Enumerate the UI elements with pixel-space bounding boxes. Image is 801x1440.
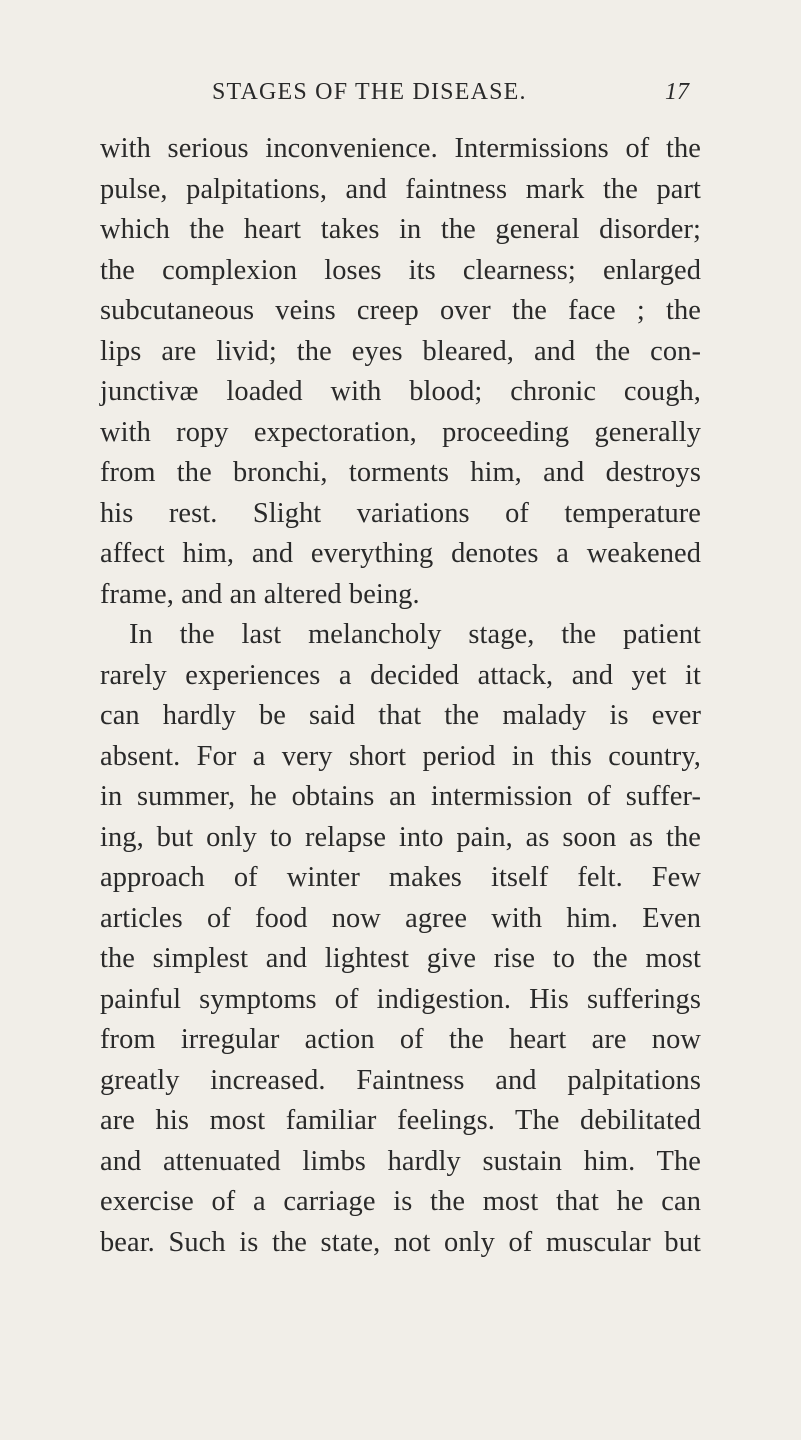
text-line: which the heart takes in the general disorder; [100, 214, 701, 245]
text-line: the complexion loses its clearness; enlarged [100, 254, 701, 286]
text-line: from irregular action of the heart are now [100, 1024, 701, 1055]
text-line: are his most familiar feelings. The debilitated [100, 1105, 701, 1136]
body-text [100, 129, 701, 1263]
text-line: ing, but only to relapse into pain, as soon as the [100, 821, 701, 853]
text-line: painful symptoms of indigestion. His sufferings [100, 983, 701, 1015]
text-line: pulse, palpitations, and faintness mark the part [100, 173, 701, 205]
running-header-title: STAGES OF THE DISEASE. [212, 79, 527, 105]
text-line: in summer, he obtains an intermission of suffer- [100, 781, 701, 812]
text-line: rarely experiences a decided attack, and yet it [100, 659, 701, 691]
page-number: 17 [665, 79, 689, 105]
text-line: and attenuated limbs hardly sustain him. The [100, 1145, 701, 1177]
text-line: approach of winter makes itself felt. Few [100, 862, 701, 893]
text-line: his rest. Slight variations of temperature [100, 497, 701, 529]
text-line: frame, and an altered being. [100, 578, 420, 610]
paragraph-start-line: In the last melancholy stage, the patient [129, 619, 701, 650]
text-line: affect him, and everything denotes a weakened [100, 538, 701, 569]
text-line: exercise of a carriage is the most that he can [100, 1186, 701, 1217]
text-line: with ropy expectoration, proceeding generally [100, 416, 701, 448]
text-line: junctivæ loaded with blood; chronic cough, [100, 376, 701, 407]
text-line: absent. For a very short period in this country, [100, 740, 701, 772]
text-line: lips are livid; the eyes bleared, and the con- [100, 335, 701, 367]
text-line: subcutaneous veins creep over the face ; the [100, 295, 701, 326]
text-line: can hardly be said that the malady is ever [100, 700, 701, 731]
text-line: the simplest and lightest give rise to the most [100, 943, 701, 974]
text-line: with serious inconvenience. Intermissions of the [100, 133, 701, 164]
text-line: from the bronchi, torments him, and destroys [100, 457, 701, 488]
running-header [0, 72, 801, 112]
text-line: articles of food now agree with him. Even [100, 902, 701, 934]
text-line: greatly increased. Faintness and palpitations [100, 1064, 701, 1096]
text-line: bear. Such is the state, not only of muscular but [100, 1226, 701, 1258]
